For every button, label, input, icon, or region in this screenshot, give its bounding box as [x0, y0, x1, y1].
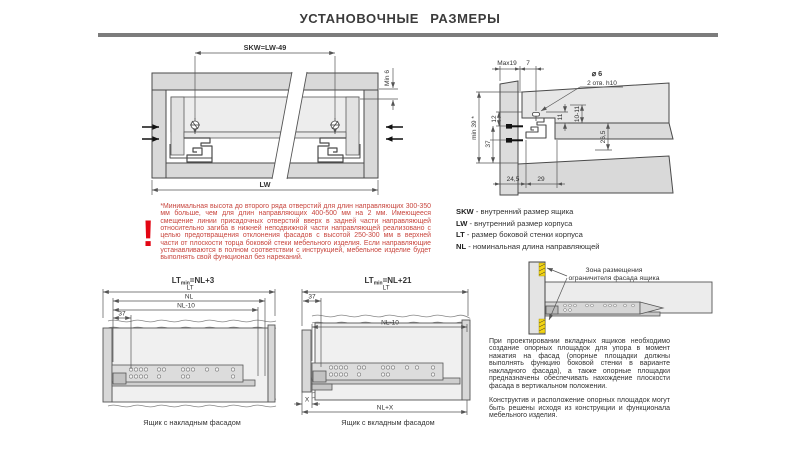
dim-nl: NL — [184, 293, 194, 301]
limiter-label-line1: Зона размещения — [585, 267, 643, 274]
dim-29: 29 — [537, 176, 545, 183]
legend-desc: - номинальная длина направляющей — [468, 241, 600, 251]
title-rule — [98, 33, 718, 37]
legend-term: SKW — [456, 207, 474, 216]
dim-37: 37 — [118, 310, 126, 318]
side-section-drawing — [460, 40, 675, 205]
dim-nlx: NL+X — [376, 404, 394, 412]
warning-text: *Минимальная высота до второго ряда отверстий для длин направляющих 300-350 мм больше, чем для длин направляющих 400-500 мм на 2 мм. Имеющееся смещение линии присадочных отверстий вверх в задней части направляющей относительно загиба в нижней неподвижной части направляющей реализовано с целью предотвращения отклонения фасадов с высотой 250-300 мм в верхней части от плоскости торца боковой стеки мебельного изделия. Если направляющие устанавливаются в полном соответствии с инструкцией, мебельное изделие будет выполнять свой функционал без нареканий. — [160, 203, 431, 262]
dim-diameter: ⌀ 6 — [591, 69, 603, 78]
slide-assembly — [545, 302, 663, 316]
dim-37: 37 — [308, 293, 316, 301]
legend-item — [456, 206, 600, 218]
legend-desc: - внутренний размер ящика — [475, 207, 574, 216]
dim-37: 37 — [485, 140, 492, 148]
legend-item — [456, 241, 600, 253]
dim-nl10: NL-10 — [177, 302, 195, 310]
dim-12: 12 — [491, 115, 498, 123]
slide-assembly — [112, 365, 255, 386]
legend-term: LW — [456, 218, 468, 228]
overlay-facade-drawing — [95, 272, 290, 432]
limiter-zone-bottom — [539, 319, 545, 333]
dim-min6: Min 6 — [384, 70, 391, 86]
dim-skw: SKW=LW-49 — [243, 43, 287, 52]
legend-desc: - внутренний размер корпуса — [469, 218, 573, 228]
support-paragraph-1: При проектировании вкладных ящиков необходимо создание опорных площадок для упора в момент нажатия на фасад (опорные площадки должны выполнять функцию боковой стенки в варианте накладного фасада), а также опорные площадки предназначены обеспечивать нахождение плоскости фасада в вертикальном положении. — [489, 338, 670, 390]
dim-min39: min 39 * — [471, 116, 478, 140]
legend-item — [456, 218, 600, 230]
dim-24-5: 24,5 — [506, 176, 520, 183]
drawing-caption: Ящик с вкладным фасадом — [341, 418, 435, 427]
dim-x: X — [304, 396, 310, 404]
drawing-title: LTmin=NL+21 — [364, 276, 412, 287]
dim-10-11: 10-11 — [574, 105, 581, 123]
cabinet-and-facade — [103, 325, 275, 402]
dim-max19: Max19 — [497, 60, 517, 67]
dim-holes: 2 отв. h10 — [587, 80, 617, 87]
drawing-caption: Ящик с накладным фасадом — [143, 418, 241, 427]
dim-11: 11 — [557, 113, 564, 121]
dimension-legend — [456, 206, 600, 252]
dim-26-5: 26,5 — [600, 130, 607, 144]
front-cross-section-drawing — [140, 40, 405, 200]
limiter-label-line2: ограничителя фасада ящика — [568, 275, 660, 282]
legend-term: LT — [456, 230, 465, 240]
dim-lt: LT — [186, 284, 194, 292]
legend-term: NL — [456, 241, 467, 251]
rail-profile — [522, 118, 546, 138]
limiter-zone-diagram — [515, 252, 725, 337]
dim-nl10: NL-10 — [381, 319, 399, 327]
dim-lw: LW — [259, 180, 271, 189]
support-paragraph-2: Конструктив и расположение опорных площадок могут быть решены исходя из конструкции и функционала мебельного изделия. — [489, 397, 670, 420]
support-note — [489, 338, 670, 427]
dim-lt: LT — [382, 284, 390, 292]
inset-facade-drawing — [290, 272, 485, 432]
dim-7: 7 — [526, 60, 530, 67]
page-title: УСТАНОВОЧНЫЕ РАЗМЕРЫ — [299, 11, 501, 26]
drawing-title: LTmin=NL+3 — [171, 276, 215, 287]
legend-desc: - размер боковой стенки корпуса — [466, 230, 583, 240]
limiter-zone-top — [539, 263, 545, 276]
exclamation-icon: ! — [142, 213, 155, 254]
warning-note — [142, 203, 431, 262]
legend-item — [456, 229, 600, 241]
